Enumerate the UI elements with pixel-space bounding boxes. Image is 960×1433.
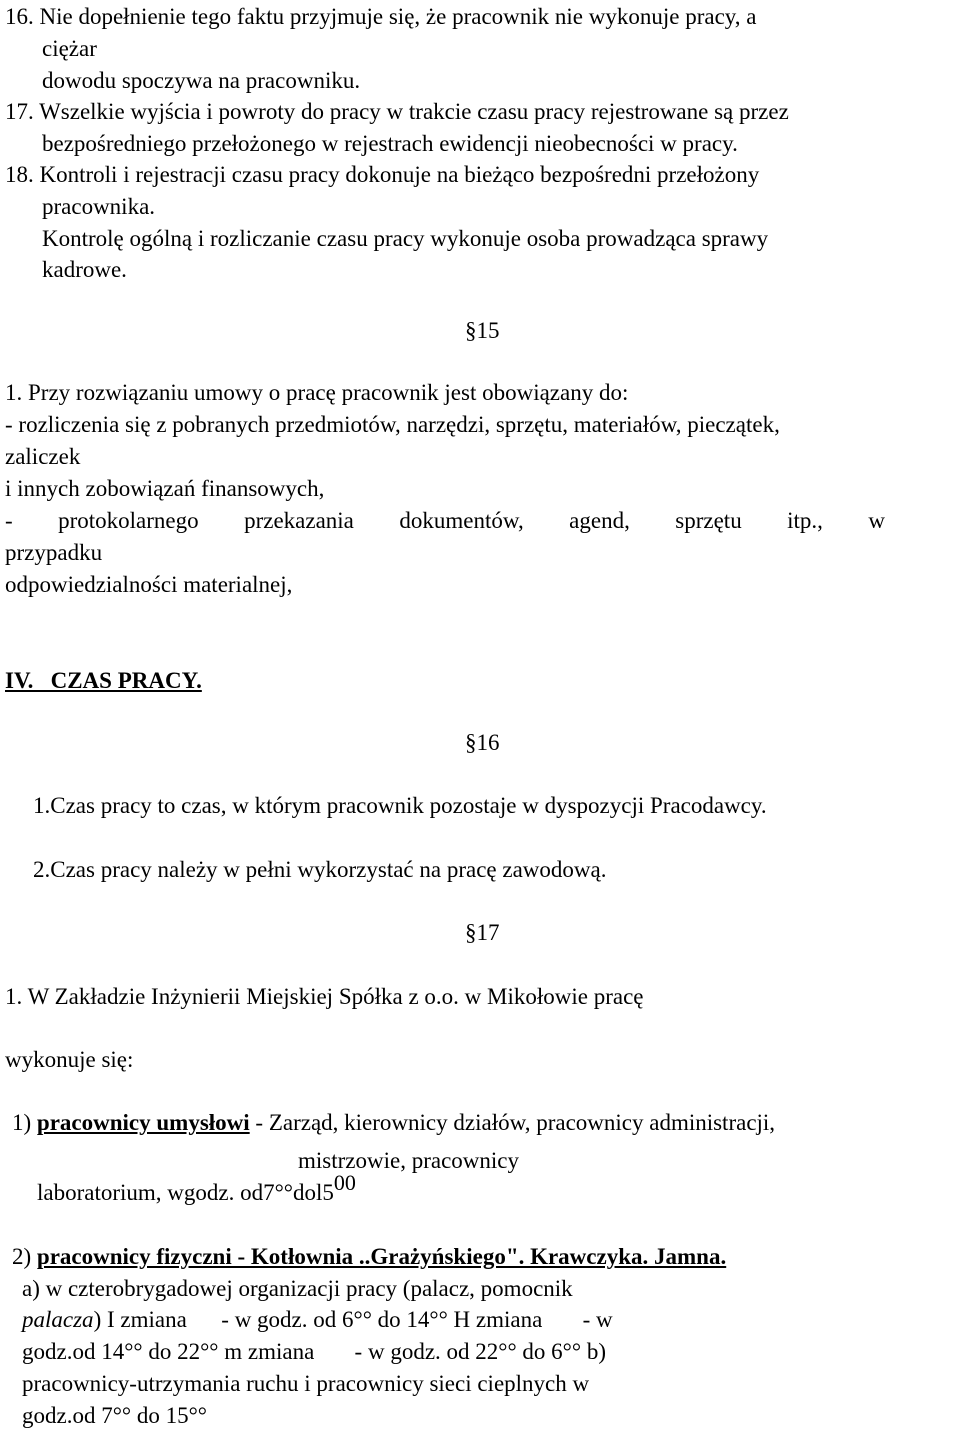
para-18-line1: 18. Kontroli i rejestracji czasu pracy dokonuje na bieżąco bezpośredni przełożony [5,162,760,187]
para-18-line2: pracownika. [42,194,156,219]
s15-line7: odpowiedzialności materialnej, [5,572,293,597]
section-16-heading: §16 [465,730,500,755]
para-16-line2: ciężar [42,36,97,61]
group2-line2: a) w czterobrygadowej organizacji pracy (palacz, pomocnik [22,1276,573,1301]
group1-number: 1) [12,1110,32,1135]
para-16-line3: dowodu spoczywa na pracowniku. [42,68,361,93]
s17-line2: wykonuje się: [5,1047,134,1072]
group2-line4: godz.od 14°° do 22°° m zmiana - w godz. od 22°° do 6°° b) [22,1339,606,1364]
s16-line1: 1.Czas pracy to czas, w którym pracownik pozostaje w dyspozycji Pracodawcy. [33,793,767,818]
group2-shift-text: ) I zmiana - w godz. od 6°° do 14°° H zmiana - w [93,1307,613,1332]
group2-number: 2) [12,1244,37,1269]
group2-line6: godz.od 7°° do 15°° [22,1403,207,1428]
s15-line2: - rozliczenia się z pobranych przedmiotów, narzędzi, sprzętu, materiałów, pieczątek, [5,412,780,437]
s15-line1: 1. Przy rozwiązaniu umowy o pracę pracownik jest obowiązany do: [5,380,629,405]
s15-line5: - protokolarnego przekazania dokumentów, agend, sprzętu itp., w [5,508,885,533]
group2-title: pracownicy fizyczni - Kotłownia ..Grażyńskiego". Krawczyka. Jamna. [36,1244,727,1269]
group2-line5: pracownicy-utrzymania ruchu i pracownicy sieci cieplnych w [22,1371,590,1396]
group1-title: pracownicy umysłowi [36,1110,250,1135]
s15-line3: zaliczek [5,444,81,469]
s15-line6: przypadku [5,540,103,565]
para-18-line4: kadrowe. [42,257,127,282]
s15-line4: i innych zobowiązań finansowych, [5,476,325,501]
group1-hours-sup: 00 [333,1170,356,1195]
group1-line2: mistrzowie, pracownicy [298,1148,519,1173]
para-17-line2: bezpośredniego przełożonego w rejestrach ewidencji nieobecności w pracy. [42,131,738,156]
section-15-heading: §15 [465,318,500,343]
group2-line1 [12,1242,726,1272]
group1-hours: laboratorium, wgodz. od7°°dol5 [37,1180,334,1205]
para-18-line3: Kontrolę ogólną i rozliczanie czasu pracy wykonuje osoba prowadząca sprawy [42,226,769,251]
para-17-line1: 17. Wszelkie wyjścia i powroty do pracy w trakcie czasu pracy rejestrowane są przez [5,99,789,124]
section-17-heading: §17 [465,920,500,945]
s17-line1: 1. W Zakładzie Inżynierii Miejskiej Spółka z o.o. w Mikołowie pracę [5,984,644,1009]
group1-description: - Zarząd, kierownicy działów, pracownicy administracji, [249,1110,776,1135]
group1-line1 [12,1108,775,1138]
chapter-heading: IV. CZAS PRACY. [5,668,202,693]
para-16-line1: 16. Nie dopełnienie tego faktu przyjmuje się, że pracownik nie wykonuje pracy, a [5,4,757,29]
s16-line2: 2.Czas pracy należy w pełni wykorzystać na pracę zawodową. [33,857,607,882]
group1-line3 [37,1170,356,1208]
group2-line3 [22,1305,613,1335]
group2-palacza: palacza [22,1307,94,1332]
